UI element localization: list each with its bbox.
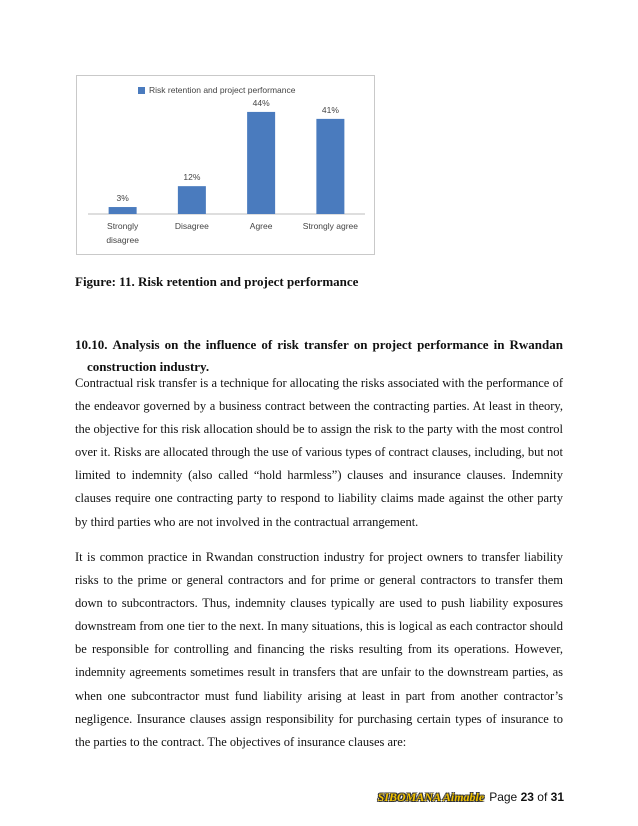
section-heading-line2: construction industry. — [87, 359, 210, 374]
heading-word: Rwandan — [509, 337, 563, 352]
heading-word: in — [493, 337, 505, 352]
of-word: of — [537, 790, 548, 804]
section-heading-line1 — [75, 334, 563, 356]
page-footer — [378, 790, 564, 805]
data-label-3: 41% — [321, 104, 339, 115]
bar-chart — [76, 75, 375, 255]
legend-label: Risk retention and project performance — [149, 85, 296, 95]
section-number: 10.10. — [75, 337, 108, 352]
figure-caption: Figure: 11. Risk retention and project performance — [75, 274, 359, 289]
tick-label-0: Strongly disagree — [106, 221, 139, 245]
data-label-2: 44% — [252, 97, 270, 108]
page-number: 23 — [520, 790, 534, 804]
heading-word: of — [261, 337, 273, 352]
bar-0 — [109, 207, 137, 214]
bar-3 — [316, 119, 344, 214]
paragraph-1: Contractual risk transfer is a technique for allocating the risks associated with the performance of the endeavor governed by a business contract between the contracting parties. At least in theory, the objective for this risk allocation should be to assign the risk to the party with the most control over it. Risks are allocated through the use of various types of contract clauses, including, but not limited to indemnity (also called “hold harmless”) clauses and insurance clauses. Indemnity clauses require one contracting party to respond to liability claims made against the other party by third parties who are not involved in the contractual arrangement. — [75, 376, 563, 529]
data-label-0: 3% — [116, 193, 129, 204]
heading-word: transfer — [303, 337, 349, 352]
heading-word: risk — [277, 337, 299, 352]
heading-word: performance — [417, 337, 489, 352]
heading-word: the — [183, 337, 201, 352]
heading-word: on — [353, 337, 368, 352]
heading-word: Analysis — [112, 337, 160, 352]
tick-label-2: Agree — [249, 221, 273, 231]
author-name: SIBOMANA Aimable — [377, 790, 485, 804]
tick-label-3: Strongly agree — [302, 221, 359, 231]
data-label-1: 12% — [183, 172, 201, 183]
page-total: 31 — [550, 790, 564, 804]
tick-label-1: Disagree — [174, 221, 209, 231]
bar-2 — [247, 112, 275, 214]
heading-word: on — [164, 337, 179, 352]
heading-word: project — [372, 337, 413, 352]
heading-word: influence — [205, 337, 257, 352]
paragraph-2: It is common practice in Rwandan construction industry for project owners to transfer liability risks to the prime or general contractors and for prime or general contractors to transfer them down to subcontractors. Thus, indemnity clauses typically are used to push liability exposures downstream from one tier to the next. In many situations, this is logical as each contractor should be responsible for controlling and financing the risks resulting from its operations. However, indemnity agreements sometimes result in transfers that are unfair to the downstream parties, as when one subcontractor must fund liability arising at least in part from another contractor’s negligence. Insurance clauses assign responsibility for purchasing certain types of insurance to the parties to the contract. The objectives of insurance clauses are: — [75, 550, 563, 749]
page-word: Page — [489, 790, 518, 804]
bar-1 — [178, 186, 206, 214]
